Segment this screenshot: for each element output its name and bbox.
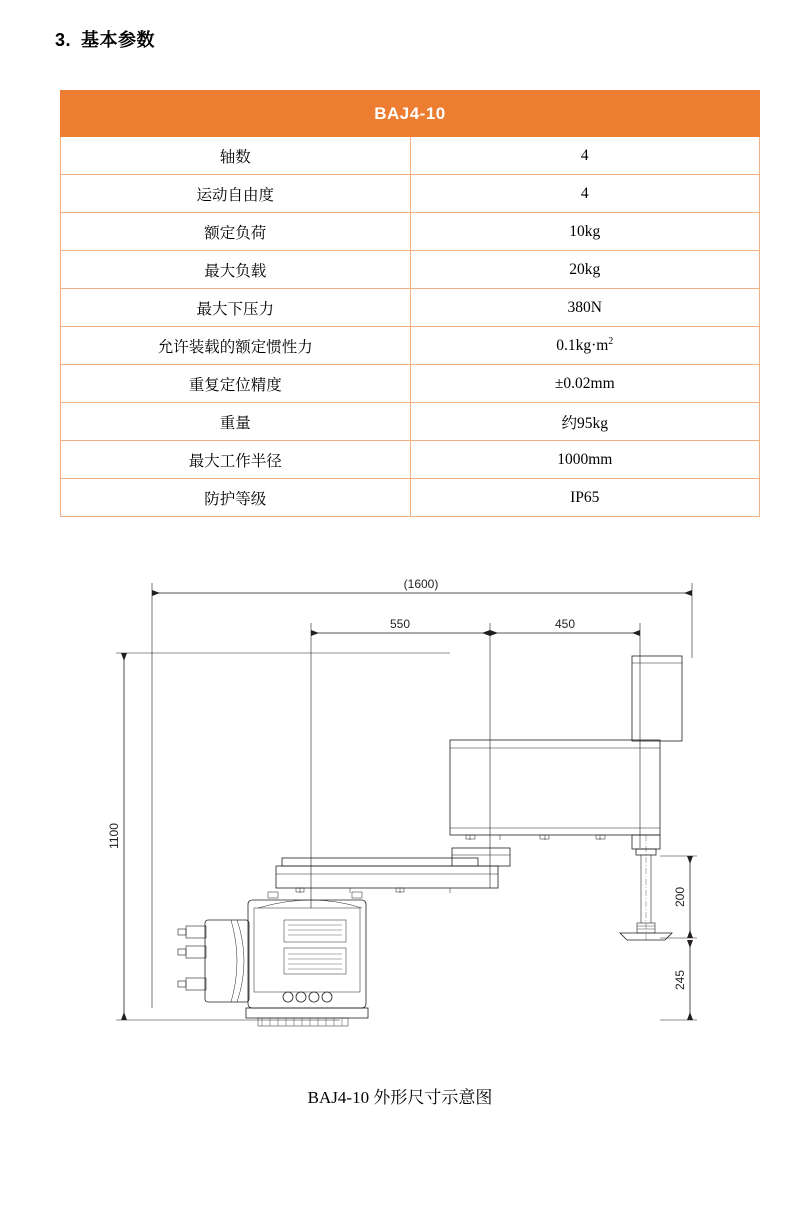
spec-value: ±0.02mm: [410, 365, 760, 403]
table-row: [61, 327, 760, 365]
table-row: [61, 175, 760, 213]
spec-label: 防护等级: [61, 479, 411, 517]
spec-value-superscript: 2: [608, 335, 614, 347]
spec-label: 允许装载的额定惯性力: [61, 327, 411, 365]
dim-segment-left: 550: [389, 617, 411, 631]
spec-label: 最大工作半径: [61, 441, 411, 479]
table-row: [61, 137, 760, 175]
spec-value: 380N: [410, 289, 760, 327]
section-title-text: 基本参数: [81, 30, 156, 50]
spec-label: 最大下压力: [61, 289, 411, 327]
table-title: BAJ4-10: [61, 91, 760, 137]
dim-height-stroke: 200: [673, 886, 687, 908]
dim-overall-width: (1600): [403, 577, 439, 591]
spec-value: 4: [410, 175, 760, 213]
page-title: [55, 26, 155, 52]
dim-height-lower: 245: [673, 969, 687, 991]
spec-value: [410, 327, 760, 365]
spec-label: 轴数: [61, 137, 411, 175]
spec-value: 1000mm: [410, 441, 760, 479]
spec-label: 最大负载: [61, 251, 411, 289]
figure-caption: BAJ4-10 外形尺寸示意图: [307, 1088, 493, 1107]
spec-value: IP65: [410, 479, 760, 517]
dimension-drawing: [0, 548, 800, 1078]
table-row: [61, 251, 760, 289]
dim-height-total: 1100: [107, 823, 121, 849]
spec-label: 重复定位精度: [61, 365, 411, 403]
section-number: 3.: [55, 30, 72, 50]
spec-value: 约95kg: [410, 403, 760, 441]
spec-value: 4: [410, 137, 760, 175]
table-header-row: [61, 91, 760, 137]
spec-value: 10kg: [410, 213, 760, 251]
table-row: [61, 479, 760, 517]
table-row: [61, 403, 760, 441]
dim-segment-right: 450: [554, 617, 576, 631]
spec-label: 运动自由度: [61, 175, 411, 213]
spec-label: 重量: [61, 403, 411, 441]
table-row: [61, 365, 760, 403]
spec-value-text: 0.1kg·m: [556, 337, 609, 355]
table-row: [61, 289, 760, 327]
spec-table: [60, 90, 760, 517]
table-row: [61, 213, 760, 251]
spec-value: 20kg: [410, 251, 760, 289]
table-row: [61, 441, 760, 479]
spec-label: 额定负荷: [61, 213, 411, 251]
